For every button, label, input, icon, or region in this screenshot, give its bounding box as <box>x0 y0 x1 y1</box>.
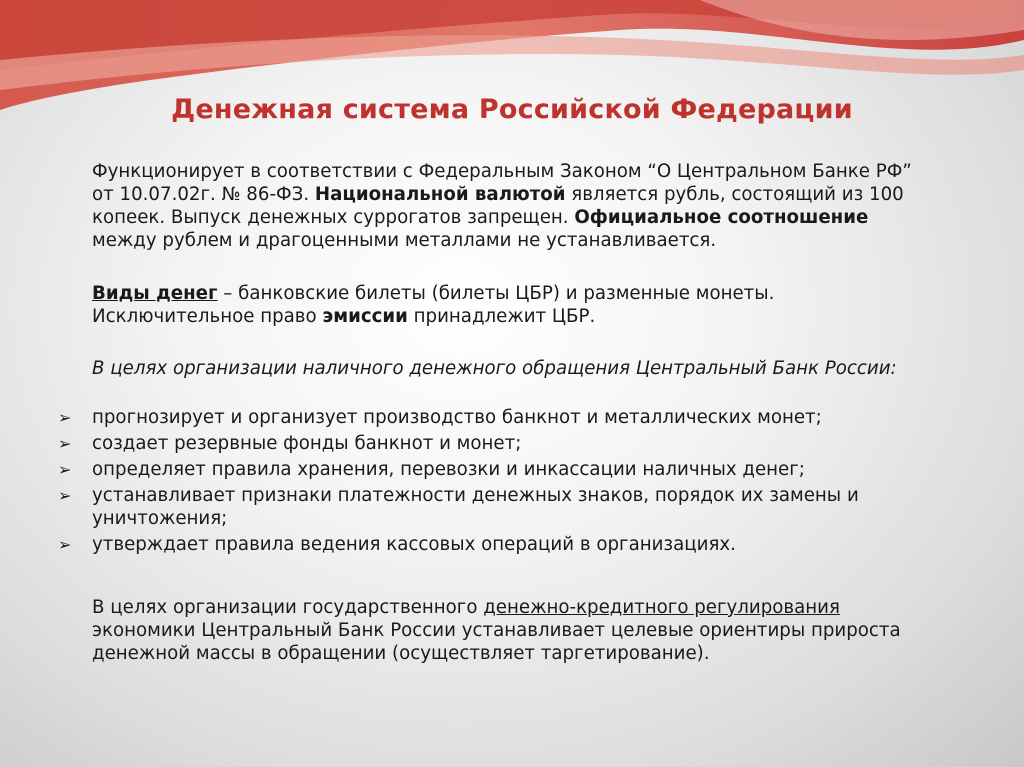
paragraph-money-types <box>92 282 932 328</box>
list-item: ➢ определяет правила хранения, перевозки и инкассации наличных денег; <box>58 459 805 480</box>
term-official-ratio: Официальное соотношение <box>574 207 869 228</box>
arrow-bullet-icon: ➢ <box>58 535 72 554</box>
term-monetary-regulation: денежно-кредитного регулирования <box>483 597 840 618</box>
list-item: ➢ утверждает правила ведения кассовых операций в организациях. <box>58 534 736 555</box>
slide-title: Денежная система Российской Федерации <box>171 94 853 125</box>
text: принадлежит ЦБР. <box>407 306 596 327</box>
text: между рублем и драгоценными металлами не устанавливается. <box>92 230 717 251</box>
text: экономики Центральный Банк России устанавливает целевые ориентиры прироста денежной массы в обращении (осуществляет таргетирование). <box>92 620 901 664</box>
arrow-bullet-icon: ➢ <box>58 460 72 479</box>
term-emission: эмиссии <box>322 306 408 327</box>
text: В целях организации государственного <box>92 597 484 618</box>
paragraph-cash-circulation-intro: В целях организации наличного денежного обращения Центральный Банк России: <box>92 358 897 379</box>
arrow-bullet-icon: ➢ <box>58 434 72 453</box>
arrow-bullet-icon: ➢ <box>58 486 72 505</box>
arrow-bullet-icon: ➢ <box>58 408 72 427</box>
term-money-types: Виды денег <box>92 283 218 304</box>
list-item: ➢ устанавливает признаки платежности денежных знаков, порядок их замены и уничтожения; <box>58 485 859 529</box>
paragraph-monetary-regulation <box>92 596 932 665</box>
list-item: ➢ прогнозирует и организует производство банкнот и металлических монет; <box>58 407 822 428</box>
cb-functions-list <box>58 406 938 559</box>
list-item: ➢ создает резервные фонды банкнот и монет; <box>58 433 522 454</box>
text: Функционирует в соответствии с Федеральным Законом “О Центральном Банке РФ” от 10.07.02г. № 86-ФЗ. <box>92 161 912 205</box>
text: является рубль, состоящий из 100 копеек. Выпуск денежных суррогатов запрещен. <box>92 184 904 228</box>
term-national-currency: Национальной валютой <box>314 184 566 205</box>
paragraph-law <box>92 160 932 252</box>
text: – банковские билеты (билеты ЦБР) и разменные монеты. Исключительное право <box>92 283 775 327</box>
